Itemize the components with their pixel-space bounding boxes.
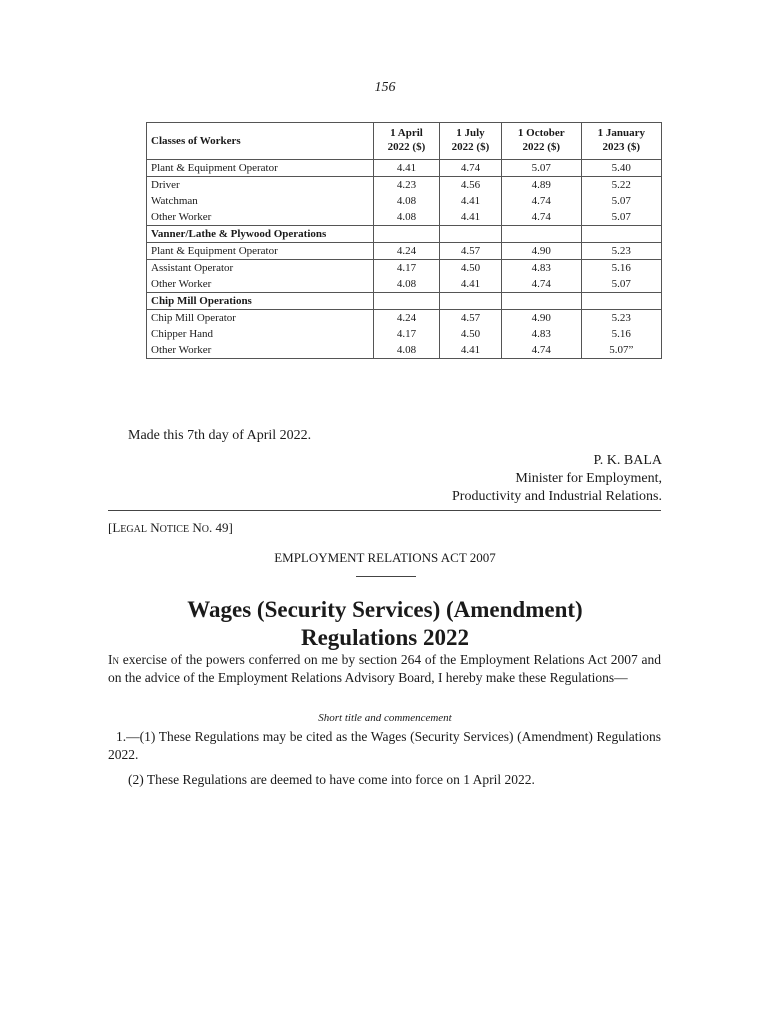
- rate-cell: 4.74: [501, 193, 581, 209]
- clause-1-2: (2) These Regulations are deemed to have come into force on 1 April 2022.: [128, 772, 535, 787]
- rate-cell: [581, 293, 661, 310]
- rate-cell: 5.40: [581, 160, 661, 177]
- rate-cell: 4.90: [501, 243, 581, 260]
- section-divider: [108, 510, 661, 511]
- rate-cell: 4.57: [439, 243, 501, 260]
- rate-cell: [374, 293, 440, 310]
- worker-class-cell: Plant & Equipment Operator: [147, 160, 374, 177]
- rate-cell: 4.74: [439, 160, 501, 177]
- rate-cell: 4.83: [501, 260, 581, 277]
- rate-cell: 4.74: [501, 276, 581, 293]
- table-body: [147, 160, 662, 359]
- rate-cell: 4.17: [374, 260, 440, 277]
- side-heading: Short title and commencement: [318, 712, 452, 724]
- title-underline: [356, 576, 416, 577]
- regulation-title: [0, 596, 770, 652]
- rate-cell: [439, 293, 501, 310]
- rate-cell: 5.23: [581, 243, 661, 260]
- table-row: [147, 342, 662, 359]
- rate-cell: 4.23: [374, 177, 440, 194]
- rate-cell: 5.07: [581, 193, 661, 209]
- rate-cell: 4.24: [374, 310, 440, 327]
- table-row: [147, 326, 662, 342]
- table-row: [147, 276, 662, 293]
- signature-block: [452, 452, 662, 506]
- rate-cell: [501, 293, 581, 310]
- rate-cell: 5.23: [581, 310, 661, 327]
- rate-cell: 4.41: [439, 209, 501, 226]
- rate-cell: 4.90: [501, 310, 581, 327]
- rate-cell: 4.57: [439, 310, 501, 327]
- signatory-name: P. K. BALA: [593, 453, 662, 468]
- table-header-row: [147, 123, 662, 160]
- header-1-october-2022: 1 October 2022 ($): [501, 123, 581, 160]
- rate-cell: 4.89: [501, 177, 581, 194]
- rate-cell: 4.50: [439, 260, 501, 277]
- header-1-april-2022: 1 April 2022 ($): [374, 123, 440, 160]
- signatory-title-line2: Productivity and Industrial Relations.: [452, 489, 662, 504]
- made-this-date: Made this 7th day of April 2022.: [128, 428, 312, 443]
- table-row: [147, 310, 662, 327]
- worker-class-cell: Vanner/Lathe & Plywood Operations: [147, 226, 374, 243]
- rate-cell: 5.07”: [581, 342, 661, 359]
- rate-cell: 5.16: [581, 326, 661, 342]
- preamble-text: exercise of the powers conferred on me by section 264 of the Employment Relations Act 2007 and on the advice of the Employment Relations Advisory Board, I hereby make these Regulations—: [108, 652, 661, 685]
- worker-class-cell: Chip Mill Operator: [147, 310, 374, 327]
- rate-cell: 4.74: [501, 209, 581, 226]
- rate-cell: 5.22: [581, 177, 661, 194]
- rate-cell: 4.41: [439, 193, 501, 209]
- clause-1-1: 1.—(1) These Regulations may be cited as the Wages (Security Services) (Amendment) Regulations 2022.: [108, 729, 661, 762]
- worker-class-cell: Other Worker: [147, 276, 374, 293]
- worker-class-cell: Chipper Hand: [147, 326, 374, 342]
- rate-cell: 4.08: [374, 209, 440, 226]
- preamble-lead: In: [108, 652, 119, 667]
- table-row: [147, 193, 662, 209]
- rate-cell: [501, 226, 581, 243]
- header-1-july-2022: 1 July 2022 ($): [439, 123, 501, 160]
- table-row: [147, 260, 662, 277]
- rate-cell: 4.74: [501, 342, 581, 359]
- wage-rates-table: [146, 122, 662, 359]
- rate-cell: [581, 226, 661, 243]
- regulation-title-line2: Regulations 2022: [300, 625, 470, 650]
- legal-notice-number: [LEGAL NOTICE NO. 49]: [108, 520, 233, 535]
- table-section-heading: [147, 293, 662, 310]
- worker-class-cell: Other Worker: [147, 209, 374, 226]
- rate-cell: 4.24: [374, 243, 440, 260]
- table-row: [147, 160, 662, 177]
- header-classes-of-workers: Classes of Workers: [147, 123, 374, 160]
- rate-cell: 4.08: [374, 342, 440, 359]
- worker-class-cell: Other Worker: [147, 342, 374, 359]
- rate-cell: 4.08: [374, 276, 440, 293]
- rate-cell: 4.83: [501, 326, 581, 342]
- signatory-title-line1: Minister for Employment,: [515, 471, 662, 486]
- table-section-heading: [147, 226, 662, 243]
- worker-class-cell: Driver: [147, 177, 374, 194]
- rate-cell: [439, 226, 501, 243]
- preamble-paragraph: [108, 651, 661, 687]
- rate-cell: 4.41: [439, 276, 501, 293]
- header-1-january-2023: 1 January 2023 ($): [581, 123, 661, 160]
- act-title: EMPLOYMENT RELATIONS ACT 2007: [274, 550, 496, 565]
- rate-cell: 4.17: [374, 326, 440, 342]
- worker-class-cell: Plant & Equipment Operator: [147, 243, 374, 260]
- worker-class-cell: Chip Mill Operations: [147, 293, 374, 310]
- worker-class-cell: Watchman: [147, 193, 374, 209]
- rate-cell: 4.56: [439, 177, 501, 194]
- rate-cell: 4.50: [439, 326, 501, 342]
- rate-cell: [374, 226, 440, 243]
- rate-cell: 5.07: [501, 160, 581, 177]
- table-row: [147, 209, 662, 226]
- table-row: [147, 177, 662, 194]
- table-row: [147, 243, 662, 260]
- rate-cell: 4.08: [374, 193, 440, 209]
- worker-class-cell: Assistant Operator: [147, 260, 374, 277]
- rate-cell: 4.41: [439, 342, 501, 359]
- page-number: 156: [374, 80, 396, 95]
- rate-cell: 5.07: [581, 209, 661, 226]
- rate-cell: 4.41: [374, 160, 440, 177]
- rate-cell: 5.07: [581, 276, 661, 293]
- regulation-title-line1: Wages (Security Services) (Amendment): [187, 597, 583, 622]
- rate-cell: 5.16: [581, 260, 661, 277]
